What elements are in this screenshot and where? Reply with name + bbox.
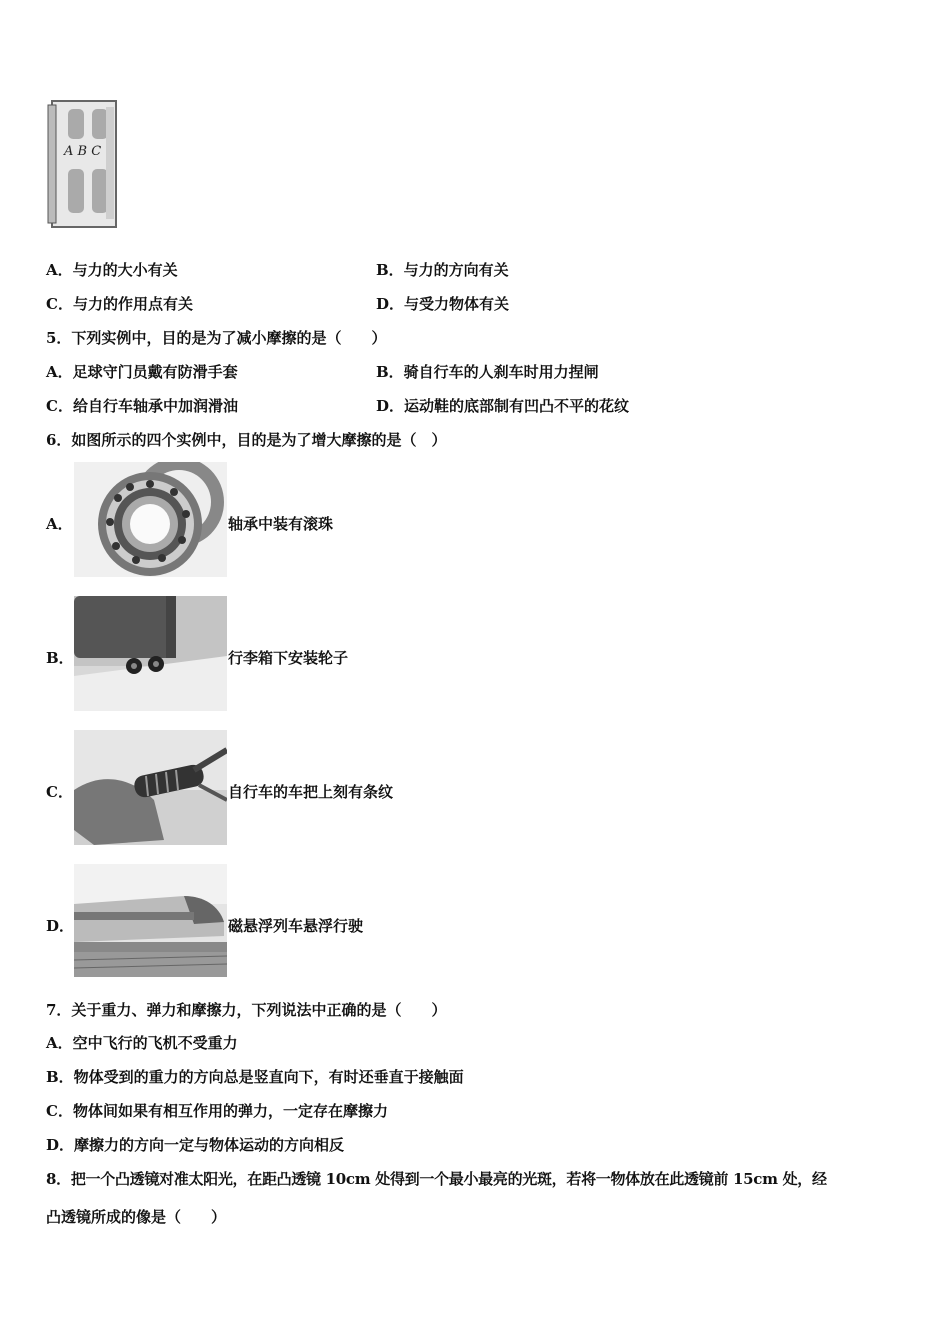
q7-option-d[interactable]: D．摩擦力的方向一定与物体运动的方向相反 xyxy=(46,1136,345,1154)
q5-option-b[interactable]: B．骑自行车的人刹车时用力捏闸 xyxy=(376,363,599,381)
q8-stem-line1: 8．把一个凸透镜对准太阳光，在距凸透镜 10cm 处得到一个最小最亮的光斑，若将一物体放在此透镜前 15cm 处，经 xyxy=(46,1170,827,1188)
q7-option-b[interactable]: B．物体受到的重力的方向总是竖直向下，有时还垂直于接触面 xyxy=(46,1068,464,1086)
q5-option-d[interactable]: D．运动鞋的底部制有凹凸不平的花纹 xyxy=(376,397,630,415)
door-figure xyxy=(46,99,120,229)
q6-option-a-text[interactable]: 轴承中装有滚珠 xyxy=(228,515,334,533)
q7-stem: 7．关于重力、弹力和摩擦力，下列说法中正确的是（ ） xyxy=(46,1001,447,1019)
q5-stem: 5．下列实例中，目的是为了减小摩擦的是（ ） xyxy=(46,329,387,347)
bearing-photo xyxy=(74,462,227,577)
maglev-photo xyxy=(74,864,227,977)
q7-option-c[interactable]: C．物体间如果有相互作用的弹力，一定存在摩擦力 xyxy=(46,1102,388,1120)
door-drawing xyxy=(46,99,120,229)
q4-option-d[interactable]: D．与受力物体有关 xyxy=(376,295,510,313)
q4-option-b[interactable]: B．与力的方向有关 xyxy=(376,261,509,279)
luggage-photo xyxy=(74,596,227,711)
q4-option-c[interactable]: C．与力的作用点有关 xyxy=(46,295,193,313)
q6-option-d-letter[interactable]: D． xyxy=(46,917,75,935)
q8-stem-line2: 凸透镜所成的像是（ ） xyxy=(46,1208,227,1226)
q6-option-c-text[interactable]: 自行车的车把上刻有条纹 xyxy=(228,783,394,801)
q5-option-a[interactable]: A．足球守门员戴有防滑手套 xyxy=(46,363,238,381)
q5-option-c[interactable]: C．给自行车轴承中加润滑油 xyxy=(46,397,238,415)
q6-option-d-text[interactable]: 磁悬浮列车悬浮行驶 xyxy=(228,917,364,935)
q7-option-a[interactable]: A．空中飞行的飞机不受重力 xyxy=(46,1034,238,1052)
bike-handle-photo xyxy=(74,730,227,845)
q6-stem: 6．如图所示的四个实例中，目的是为了增大摩擦的是（ ） xyxy=(46,431,447,449)
q6-option-b-letter[interactable]: B． xyxy=(46,649,74,667)
q6-option-c-letter[interactable]: C． xyxy=(46,783,73,801)
q6-option-b-text[interactable]: 行李箱下安装轮子 xyxy=(228,649,349,667)
q4-option-a[interactable]: A．与力的大小有关 xyxy=(46,261,178,279)
q6-option-a-letter[interactable]: A． xyxy=(46,515,73,533)
door-letters: A B C xyxy=(64,144,102,159)
